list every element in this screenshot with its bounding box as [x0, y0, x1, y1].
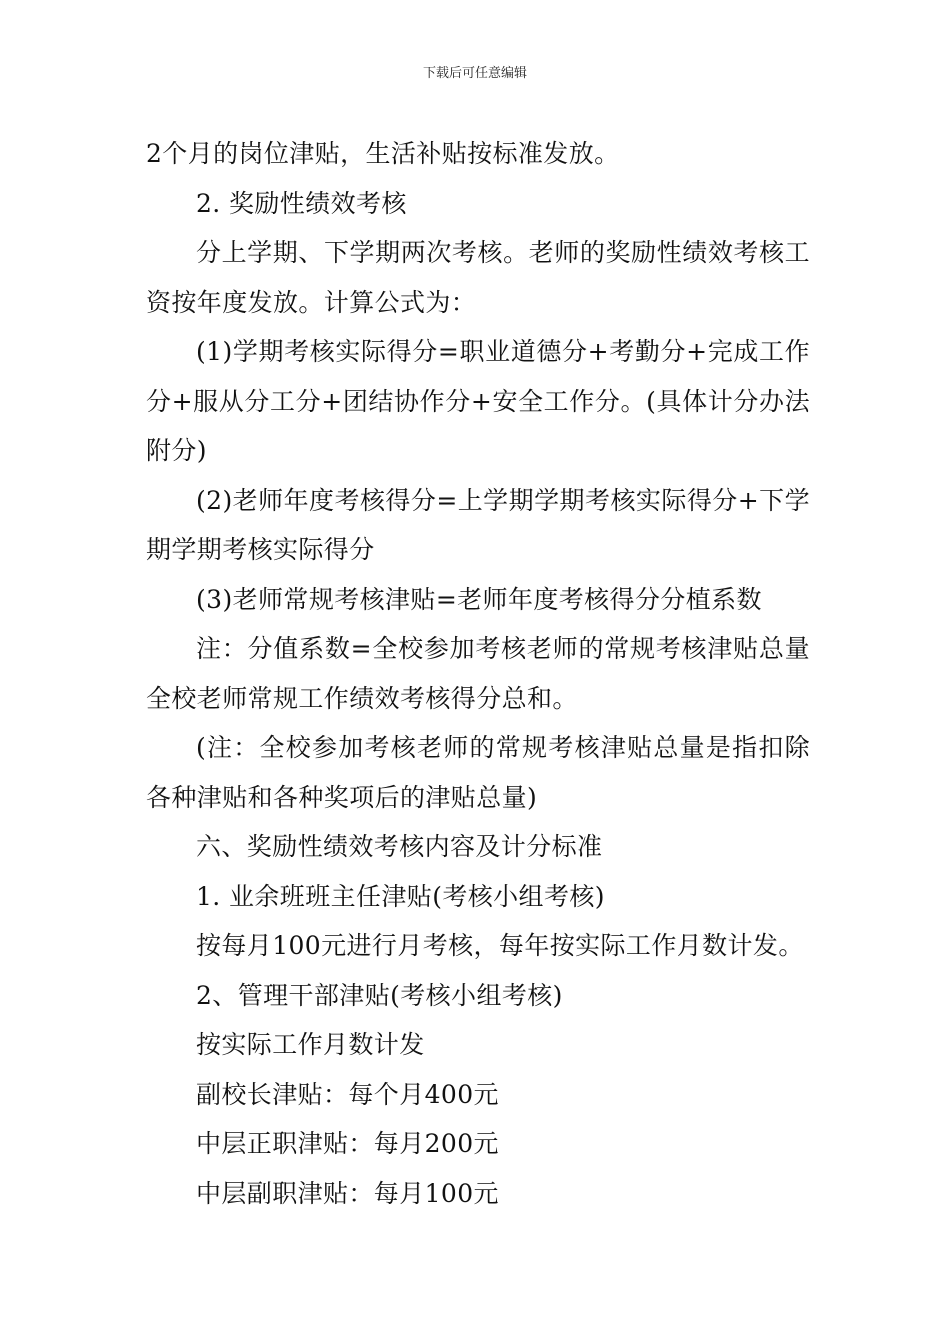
formula-item: (1)学期考核实际得分=职业道德分+考勤分+完成工作分+服从分工分+团结协作分+安全工作分。(具体计分办法附分) [146, 337, 810, 465]
allowance-item: 中层副职津贴：每月100元 [196, 1178, 499, 1208]
allowance-item: 中层正职津贴：每月200元 [196, 1129, 499, 1158]
section-heading: 2. 奖励性绩效考核 [196, 188, 407, 218]
page-header: 下载后可任意编辑 [422, 66, 527, 81]
document-body [146, 129, 810, 1218]
paragraph: 分上学期、下学期两次考核。老师的奖励性绩效考核工资按年度发放。计算公式为： [146, 238, 810, 317]
allowance-item: 副校长津贴：每个月400元 [196, 1079, 499, 1109]
formula-item: (2)老师年度考核得分=上学期学期考核实际得分+下学期学期考核实际得分 [146, 485, 810, 564]
formula-item: (3)老师常规考核津贴=老师年度考核得分分植系数 [196, 584, 762, 614]
paragraph: 按每月100元进行月考核，每年按实际工作月数计发。 [196, 931, 804, 960]
subsection-heading: 2、管理干部津贴(考核小组考核) [196, 980, 563, 1010]
note-paragraph: (注：全校参加考核老师的常规考核津贴总量是指扣除各种津贴和各种奖项后的津贴总量) [146, 733, 810, 812]
subsection-heading: 1. 业余班班主任津贴(考核小组考核) [196, 881, 605, 911]
paragraph: 按实际工作月数计发 [196, 1030, 425, 1059]
paragraph: 2个月的岗位津贴，生活补贴按标准发放。 [146, 139, 620, 168]
section-heading: 六、奖励性绩效考核内容及计分标准 [196, 832, 603, 861]
note-paragraph: 注：分值系数=全校参加考核老师的常规考核津贴总量全校老师常规工作绩效考核得分总和。 [146, 634, 810, 713]
